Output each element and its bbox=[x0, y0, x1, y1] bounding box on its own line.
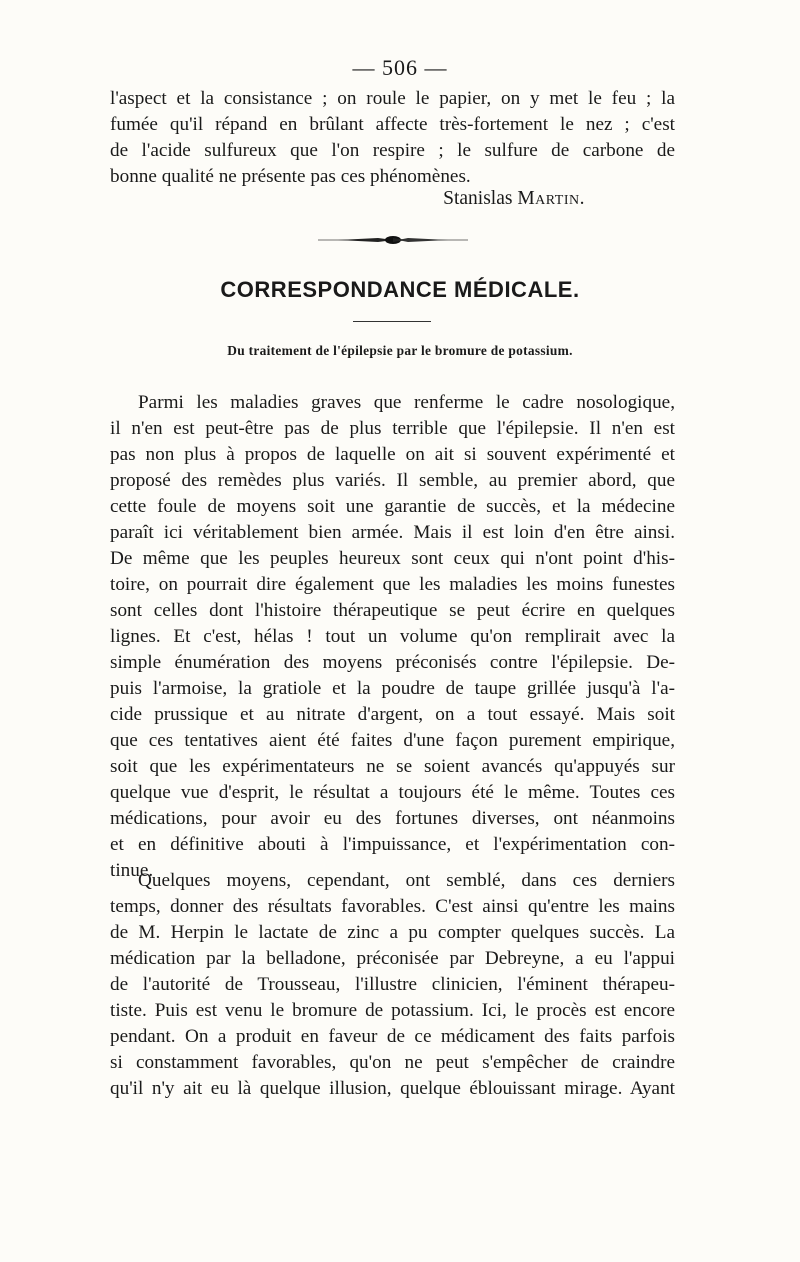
text-line: si constamment favorables, qu'on ne peut s'empêcher de craindre bbox=[110, 1052, 675, 1073]
page-number: — 506 — bbox=[352, 55, 448, 80]
text-line: lignes. Et c'est, hélas ! tout un volume qu'on remplirait avec la bbox=[110, 626, 675, 647]
text-line: tinue. bbox=[110, 860, 154, 881]
text-line: simple énumération des moyens préconisés contre l'épilepsie. De- bbox=[110, 652, 675, 673]
text-line: Parmi les maladies graves que renferme le cadre nosologique, bbox=[138, 392, 675, 413]
text-line: et en définitive abouti à l'impuissance, et l'expérimentation con- bbox=[110, 834, 675, 855]
text-line: de l'acide sulfureux que l'on respire ; le sulfure de carbone de bbox=[110, 140, 675, 161]
heading-rule bbox=[353, 321, 431, 322]
author-first-name: Stanislas bbox=[443, 188, 513, 209]
ornament-divider-icon bbox=[318, 232, 468, 248]
text-line: que ces tentatives aient été faites d'une façon purement empirique, bbox=[110, 730, 675, 751]
text-line: toire, on pourrait dire également que les maladies les moins funestes bbox=[110, 574, 675, 595]
text-line: cette foule de moyens soit une garantie de succès, et la médecine bbox=[110, 496, 675, 517]
text-line: qu'il n'y ait eu là quelque illusion, quelque éblouissant mirage. Ayant bbox=[110, 1078, 675, 1099]
text-line: cide prussique et au nitrate d'argent, on a tout essayé. Mais soit bbox=[110, 704, 675, 725]
text-line: De même que les peuples heureux sont ceux qui n'ont point d'his- bbox=[110, 548, 675, 569]
text-line: soit que les expérimentateurs ne se soient avancés qu'appuyés sur bbox=[110, 756, 675, 777]
text-line: sont celles dont l'histoire thérapeutique se peut écrire en quelques bbox=[110, 600, 675, 621]
text-line: puis l'armoise, la gratiole et la poudre de taupe grillée jusqu'à l'a- bbox=[110, 678, 675, 699]
text-line: paraît ici véritablement bien armée. Mais il est loin d'en être ainsi. bbox=[110, 522, 675, 543]
text-line: temps, donner des résultats favorables. C'est ainsi qu'entre les mains bbox=[110, 896, 675, 917]
text-line: proposé des remèdes plus variés. Il semble, au premier abord, que bbox=[110, 470, 675, 491]
text-line: l'aspect et la consistance ; on roule le papier, on y met le feu ; la bbox=[110, 88, 675, 109]
text-line: de M. Herpin le lactate de zinc a pu compter quelques succès. La bbox=[110, 922, 675, 943]
text-line: bonne qualité ne présente pas ces phénomènes. bbox=[110, 166, 471, 187]
text-line: médications, pour avoir eu des fortunes diverses, ont néanmoins bbox=[110, 808, 675, 829]
text-line: pas non plus à propos de laquelle on ait si souvent expérimenté et bbox=[110, 444, 675, 465]
paragraph-2 bbox=[110, 868, 675, 1102]
article-subheading: Du traitement de l'épilepsie par le bromure de potassium. bbox=[227, 343, 573, 358]
text-line: tiste. Puis est venu le bromure de potassium. Ici, le procès est encore bbox=[110, 1000, 675, 1021]
text-line: il n'en est peut-être pas de plus terrible que l'épilepsie. Il n'en est bbox=[110, 418, 675, 439]
paragraph-1 bbox=[110, 390, 675, 884]
text-line: pendant. On a produit en faveur de ce médicament des faits parfois bbox=[110, 1026, 675, 1047]
text-line: quelque vue d'esprit, le résultat a toujours été le même. Toutes ces bbox=[110, 782, 675, 803]
author-last-name: Martin. bbox=[517, 188, 585, 209]
intro-paragraph bbox=[110, 86, 675, 190]
text-line: de l'autorité de Trousseau, l'illustre clinicien, l'éminent thérapeu- bbox=[110, 974, 675, 995]
section-heading: CORRESPONDANCE MÉDICALE. bbox=[220, 277, 580, 302]
author-signature bbox=[443, 188, 585, 210]
text-line: Quelques moyens, cependant, ont semblé, dans ces derniers bbox=[138, 870, 675, 891]
text-line: fumée qu'il répand en brûlant affecte très-fortement le nez ; c'est bbox=[110, 114, 675, 135]
text-line: médication par la belladone, préconisée par Debreyne, a eu l'appui bbox=[110, 948, 675, 969]
